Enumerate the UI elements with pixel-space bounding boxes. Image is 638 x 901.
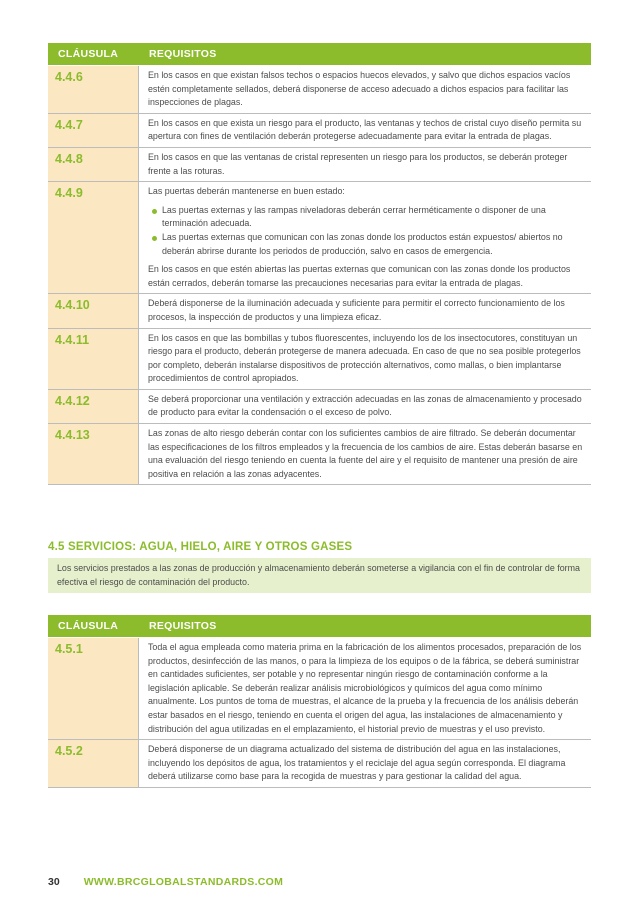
- bullet-list: [148, 204, 583, 258]
- requirement-text: [139, 329, 591, 389]
- clause-code: 4.5.2: [48, 740, 139, 787]
- requirement-paragraph: Deberá disponerse de un diagrama actualizado del sistema de distribución del agua en las instalaciones, incluyendo los depósitos de agua, los tratamientos y el reciclaje del agua según corresponda. El diagrama deberá utilizarse como base para la recogida de muestras y para gestionar la calidad del agua.: [148, 744, 566, 782]
- requirement-paragraph: Las zonas de alto riesgo deberán contar con los suficientes cambios de aire filtrado. Se deberán documentar las especificaciones de los filtros empleados y la frecuencia de los cambios de aire. Estas deberán basarse en una evaluación del riesgo teniendo en cuenta la fuente del aire y el requisito de mantener una presión de aire positiva en relación a las zonas adyacentes.: [148, 428, 583, 479]
- requirement-paragraph: Se deberá proporcionar una ventilación y extracción adecuadas en las zonas de almacenamiento y procesado de producto para evitar la condensación o el exceso de polvo.: [148, 393, 582, 418]
- table-row: [48, 329, 591, 390]
- table-row: [48, 66, 591, 114]
- table-row: [48, 294, 591, 328]
- section-title: 4.5 SERVICIOS: AGUA, HIELO, AIRE Y OTROS GASES: [48, 541, 353, 553]
- requirement-paragraph: En los casos en que exista un riesgo para el producto, las ventanas y techos de cristal cuyo diseño permita su apertura con fines de ventilación deberán protegerse adecuadamente para evitar la entrada de plagas.: [148, 117, 582, 142]
- requirement-paragraph: Toda el agua empleada como materia prima en la fabricación de los alimentos procesados, preparación de los productos, desinfección de las manos, o para la limpieza de los equipos o de la fábrica, se deberá suministrar en cantidades suficientes, ser potable y no representar ningún riesgo de contaminación conforme a la legislación aplicable. Se deberán realizar análisis microbiológicos y químicos del agua como mínimo anualmente. Los puntos de toma de muestras, el alcance de la prueba y la frecuencia de los análisis deberán estar basados en el riesgo, teniendo en cuenta el origen del agua, las instalaciones de almacenamiento y distribución del agua utilizadas en el emplazamiento, el historial previo de muestras y el uso previsto.: [148, 642, 582, 734]
- table-header: [48, 43, 591, 66]
- requirement-outro: En los casos en que estén abiertas las puertas externas que comunican con las zonas donde los productos están cerrados, deberán tomarse las precauciones necesarias para evitar la entrada de plagas.: [148, 264, 571, 288]
- requirement-text: [139, 424, 591, 484]
- requirement-text: [139, 638, 591, 739]
- table-row: [48, 638, 591, 740]
- requirement-text: [139, 148, 591, 181]
- table-row: [48, 148, 591, 182]
- table-row: [48, 740, 591, 788]
- clause-code: 4.4.11: [48, 329, 139, 389]
- requirement-paragraph: En los casos en que las bombillas y tubos fluorescentes, incluyendo los de los insectocutores, constituyan un riesgo para el producto, deberán protegerse de manera adecuada. En caso de que no sea posible protegerlos por completo, deberán instalarse dispositivos de protección alternativos, como mallas, o bien implantarse procedimientos de control apropiados.: [148, 332, 581, 384]
- header-clause: CLÁUSULA: [58, 48, 119, 60]
- clause-code: 4.4.13: [48, 424, 139, 484]
- page-number: 30: [48, 876, 60, 888]
- requirement-text: [139, 740, 591, 787]
- header-requirements: REQUISITOS: [149, 48, 217, 60]
- table-row: [48, 390, 591, 424]
- bullet-item: Las puertas externas que comunican con las zonas donde los productos están expuestos/ abiertos no deberán abrirse durante los periodos de producción, salvo en casos de emergencia.: [148, 231, 583, 258]
- page-footer: [48, 876, 283, 888]
- bullet-item: Las puertas externas y las rampas niveladoras deberán cerrar herméticamente o disponer de una terminación adecuada.: [148, 204, 583, 231]
- clause-code: 4.4.6: [48, 66, 139, 113]
- table-header: [48, 615, 591, 638]
- clause-code: 4.4.10: [48, 294, 139, 327]
- clause-code: 4.5.1: [48, 638, 139, 739]
- section-intro: Los servicios prestados a las zonas de producción y almacenamiento deberán someterse a vigilancia con el fin de controlar de forma efectiva el riesgo de contaminación del producto.: [48, 558, 591, 593]
- requirement-text: [139, 182, 591, 293]
- table-row: [48, 424, 591, 485]
- header-clause: CLÁUSULA: [58, 620, 119, 632]
- requirements-table-4-5: [48, 615, 591, 788]
- clause-code: 4.4.7: [48, 114, 139, 147]
- requirement-text: [139, 114, 591, 147]
- requirement-text: [139, 294, 591, 327]
- requirement-paragraph: En los casos en que las ventanas de cristal representen un riesgo para los productos, se deberán proteger frente a las roturas.: [148, 151, 568, 176]
- requirement-paragraph: Deberá disponerse de la iluminación adecuada y suficiente para permitir el correcto funcionamiento de los procesos, la inspección de productos y una limpieza eficaz.: [148, 298, 565, 322]
- clause-code: 4.4.12: [48, 390, 139, 423]
- clause-code: 4.4.9: [48, 182, 139, 293]
- table-row: [48, 182, 591, 294]
- header-requirements: REQUISITOS: [149, 620, 217, 632]
- table-row: [48, 114, 591, 148]
- clause-code: 4.4.8: [48, 148, 139, 181]
- requirement-text: [139, 390, 591, 423]
- requirements-table-4-4: [48, 43, 591, 485]
- requirement-paragraph: En los casos en que existan falsos techos o espacios huecos elevados, y salvo que dichos espacios vacíos estén completamente sellados, deberá disponerse de acceso adecuado a dichos espacios para facilitar las inspecciones de plagas.: [148, 70, 571, 108]
- website-link[interactable]: WWW.BRCGLOBALSTANDARDS.COM: [83, 876, 284, 888]
- requirement-intro: Las puertas deberán mantenerse en buen estado:: [148, 186, 345, 197]
- requirement-text: [139, 66, 591, 113]
